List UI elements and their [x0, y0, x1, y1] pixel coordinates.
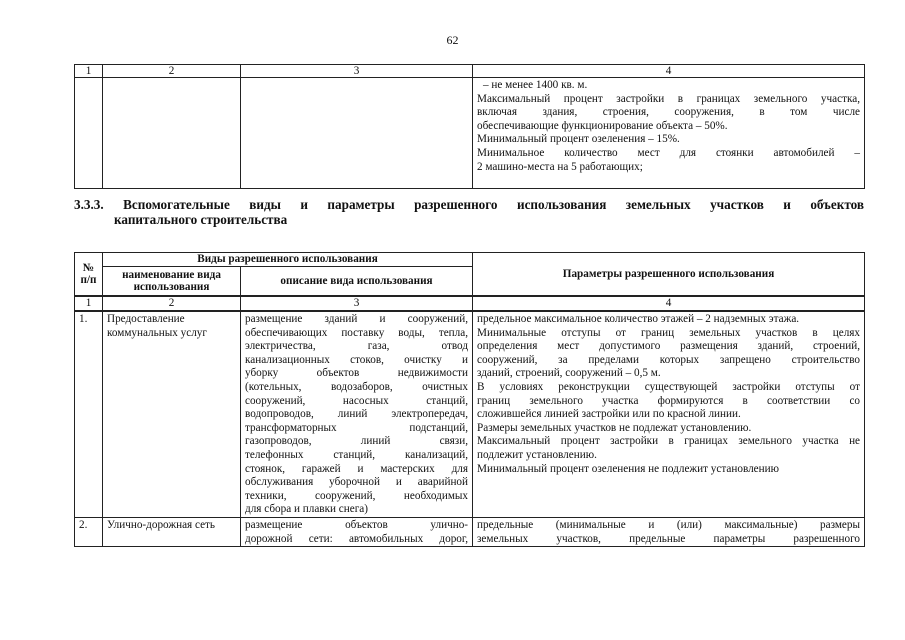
section-title-line2: капитального строительства — [114, 211, 288, 227]
usage-table — [74, 252, 865, 547]
table-row — [75, 311, 865, 517]
description-line: стоянок, гаражей и мастерских для — [245, 462, 469, 475]
params-line: обеспечивающие функционирование объекта – 50%. — [477, 119, 728, 132]
row-num: 1. — [75, 311, 103, 517]
description-line: уборку объектов недвижимости — [245, 367, 469, 380]
description-line: размещение объектов улично- — [245, 518, 469, 531]
description-line: дорожной сети: автомобильных дорог, — [245, 532, 469, 545]
params-line: Размеры земельных участков не подлежат установлению. — [477, 421, 752, 434]
description-line: канализационных стоков, очистку и — [245, 353, 469, 366]
header-name: наименование вида использования — [103, 267, 241, 297]
params-line: В условиях реконструкции существующей застройки отступы от — [477, 380, 861, 393]
col-number: 3 — [241, 65, 473, 78]
params-line: предельное максимальное количество этажей – 2 надземных этажа. — [477, 313, 800, 325]
params-line: 2 машино-места на 5 работающих; — [477, 160, 643, 173]
row-name: Улично-дорожная сеть — [103, 517, 241, 546]
cell-num — [75, 78, 103, 189]
row-name: Предоставление коммунальных услуг — [103, 311, 241, 517]
section-title-line1: Вспомогательные виды и параметры разрешенного использования земельных участков и объектов — [123, 197, 865, 212]
row-params — [473, 517, 865, 546]
description-line: электричества, газа, отвод — [245, 340, 469, 353]
header-row — [75, 253, 865, 267]
params-line: Максимальный процент застройки в границах земельного участка, — [477, 92, 860, 105]
description-line: газопроводов, линий связи, — [245, 435, 469, 448]
header-kinds-group: Виды разрешенного использования — [103, 253, 473, 267]
description-line: обеспечивающих поставку воды, тепла, — [245, 326, 469, 339]
params-line: Максимальный процент застройки в границах земельного участка не — [477, 435, 861, 448]
description-line: для сбора и плавки снега) — [245, 503, 368, 516]
description-line: обслуживания уборочной и аварийной — [245, 476, 469, 489]
col-number: 4 — [473, 65, 865, 78]
row-num: 2. — [75, 517, 103, 546]
cell-description — [241, 78, 473, 189]
description-line: телефонных станций, канализаций, — [245, 448, 469, 461]
description-line: техники, сооружений, необходимых — [245, 489, 469, 502]
params-line: сложившейся линией застройки или по красной линии. — [477, 408, 741, 421]
params-line: Минимальный процент озеленения – 15%. — [477, 133, 680, 146]
description-line: (котельных, водозаборов, очистных — [245, 380, 469, 393]
header-params: Параметры разрешенного использования — [473, 253, 865, 297]
continuation-table — [74, 64, 865, 189]
cell-params — [473, 78, 865, 189]
section-number: 3.3.3. — [74, 197, 104, 212]
row-params — [473, 311, 865, 517]
description-line: сооружений, насосных станций, — [245, 394, 469, 407]
description-line: водопроводов, линий электропередач, — [245, 408, 469, 421]
params-line: зданий, строений, сооружений – 0,5 м. — [477, 367, 661, 380]
params-line: Минимальное количество мест для стоянки автомобилей – — [477, 146, 860, 159]
params-line: – не менее 1400 кв. м. — [483, 79, 588, 91]
params-line: определения мест допустимого размещения зданий, строений, — [477, 340, 861, 353]
column-number-row — [75, 65, 865, 78]
page-number: 62 — [446, 33, 459, 47]
col-number: 3 — [241, 296, 473, 311]
description-line: размещение зданий и сооружений, — [245, 313, 469, 325]
header-description: описание вида использования — [241, 267, 473, 297]
col-number: 4 — [473, 296, 865, 311]
params-line: сооружений, за пределами которых запрещено строительство — [477, 353, 861, 366]
col-number: 1 — [75, 296, 103, 311]
col-number: 2 — [103, 296, 241, 311]
params-line: подлежит установлению. — [477, 448, 597, 461]
params-line: Минимальные отступы от границ земельных участков в целях — [477, 326, 861, 339]
col-number: 2 — [103, 65, 241, 78]
params-line: предельные (минимальные и (или) максимальные) размеры — [477, 518, 861, 531]
params-line: границ земельного участка формируются в соответствии со — [477, 394, 861, 407]
column-number-row — [75, 296, 865, 311]
row-description — [241, 311, 473, 517]
table-row — [75, 78, 865, 189]
params-line: включая здания, строения, сооружения, в том числе — [477, 106, 860, 119]
params-line: Минимальный процент озеленения не подлежит установлению — [477, 462, 779, 475]
description-line: трансформаторных подстанций, — [245, 421, 469, 434]
col-number: 1 — [75, 65, 103, 78]
cell-name — [103, 78, 241, 189]
section-heading — [74, 198, 864, 227]
table-row — [75, 517, 865, 546]
params-line: земельных участков, предельные параметры разрешенного — [477, 532, 861, 545]
header-num: № п/п — [75, 253, 103, 297]
row-description — [241, 517, 473, 546]
